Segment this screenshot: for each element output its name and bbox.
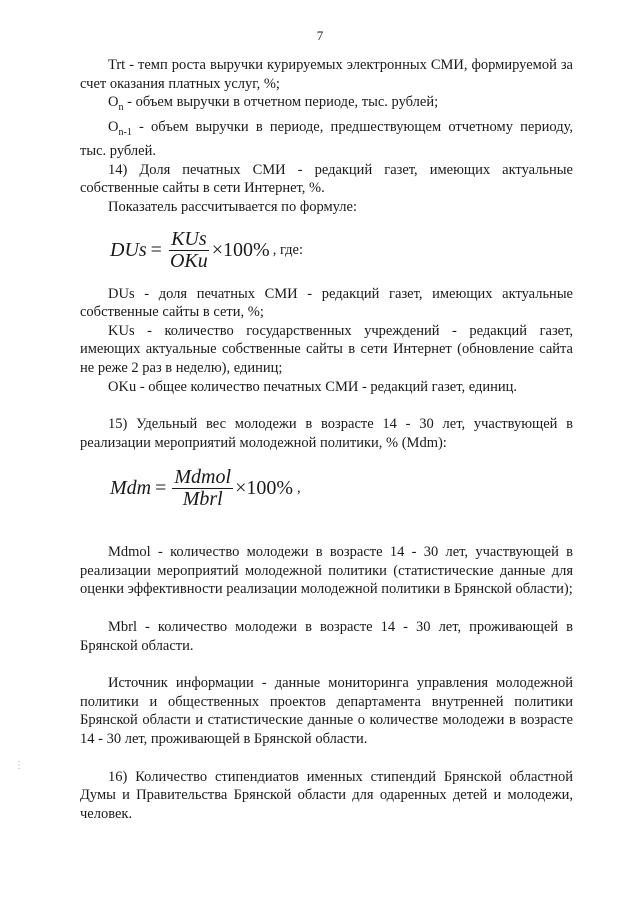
def-mbrl: Mbrl - количество молодежи в возрасте 14 - 30 лет, проживающей в Брянской области. [80,619,573,654]
source-note: Источник информации - данные мониторинга управления молодежной политики и общественных проектов департамента внутренней политики Брянской области и статистические данные о количестве молодежи в возрасте 14 - 30 лет, проживающей в Брянской области. [80,675,573,748]
formula-mdm-mult: ×100% [235,476,294,499]
formula-mdm-denominator: Mbrl [182,487,223,510]
formula-mdm [80,452,573,524]
formula-mdm-eq: = [155,476,167,499]
def-kus: KUs - количество государственных учреждений - редакций газет, имеющих актуальные собственные сайты в сети Интернет (обновление сайта не реже 2 раз в неделю), единиц; [80,322,573,376]
formula-dus-tail: , где: [272,242,304,259]
formula-dus [80,217,573,285]
def-on: $О_n$ - объем выручки в отчетном периоде, тыс. рублей; [108,94,439,114]
formula-dus-mult: ×100% [211,239,270,262]
formula-dus-eq: = [150,239,162,262]
def-mdmol: Mdmol - количество молодежи в возрасте 14 - 30 лет, участвующей в реализации мероприятий молодежной политики (статистические данные для оценки эффективности реализации молодежной политики в Брянской области); [80,544,573,598]
item-15: 15) Удельный вес молодежи в возрасте 14 - 30 лет, участвующей в реализации мероприятий молодежной политики, % (Mdm): [80,416,573,451]
formula-dus-numerator: KUs [171,228,207,251]
margin-tick-mark: ⋮ [14,760,24,771]
formula-mdm-fraction [172,468,233,508]
formula-mdm-tail: , [297,479,301,496]
formula-dus-fraction [168,228,210,273]
document-body [80,56,573,823]
item-14: 14) Доля печатных СМИ - редакций газет, имеющих актуальные собственные сайты в сети Интернет, %. [80,161,573,197]
def-trt: Trt - темп роста выручки курируемых электронных СМИ, формируемой за счет оказания платных услуг, %; [80,57,573,92]
formula-mdm-lhs: Mdm [110,476,152,499]
def-dus: DUs - доля печатных СМИ - редакций газет, имеющих актуальные собственные сайты в сети, %; [80,285,573,321]
formula-intro: Показатель рассчитывается по формуле: [108,198,357,215]
def-on-1: $О_{n-1}$ - объем выручки в периоде, предшествующем отчетному периоду, тыс. рублей. [80,118,573,160]
formula-dus-denominator: OKu [169,250,208,273]
def-oku: OKu - общее количество печатных СМИ - редакций газет, единиц. [108,378,518,395]
formula-dus-lhs: DUs [110,239,147,262]
page-number: 7 [316,28,324,43]
formula-mdm-numerator: Mdmol [174,466,232,489]
item-16: 16) Количество стипендиатов именных стипендий Брянской областной Думы и Правительства Брянской области для одаренных детей и молодежи, человек. [80,768,573,822]
